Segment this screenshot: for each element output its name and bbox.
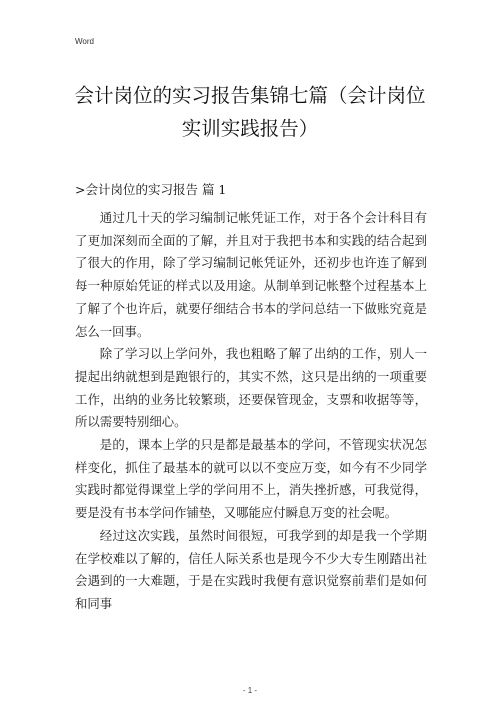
document-title: [40, 79, 460, 145]
section-heading: >会计岗位的实习报告 篇 1: [75, 182, 227, 197]
header-label: Word: [75, 37, 94, 46]
page-number: - 1 -: [242, 686, 258, 695]
title-line-1: 会计岗位的实习报告集锦七篇（会计岗位: [74, 84, 426, 107]
paragraph-1: 通过几十天的学习编制记帐凭证工作，对于各个会计科目有了更加深刻而全面的了解，并且对于我把书本和实践的结合起到了很大的作用，除了学习编制记帐凭证外，还初步也许连了解到每一种原始凭证的样式以及用途。从制单到记帐整个过程基本上了解了个也许后，就要仔细结合书本的学问总结一下做账究竟是怎么一回事。: [75, 210, 427, 339]
paragraph-2: 除了学习以上学问外，我也粗略了解了出纳的工作，别人一提起出纳就想到是跑银行的，其实不然，这只是出纳的一项重要工作，出纳的业务比较繁琐，还要保管现金，支票和收据等等，所以需要特别细心。: [75, 346, 427, 430]
paragraph-3: 是的，课本上学的只是都是最基本的学问，不管现实状况怎样变化，抓住了最基本的就可以以不变应万变，如今有不少同学实践时都觉得课堂上学的学问用不上，消失挫折感，可我觉得，要是没有书本学问作铺垫，又哪能应付瞬息万变的社会呢。: [75, 437, 427, 521]
document-body: [75, 207, 427, 616]
paragraph-4: 经过这次实践，虽然时间很短，可我学到的却是我一个学期在学校难以了解的，信任人际关系也是现今不少大专生刚踏出社会遇到的一大难题，于是在实践时我便有意识觉察前辈们是如何和同事: [75, 527, 427, 611]
title-line-2: 实训实践报告）: [181, 117, 319, 140]
